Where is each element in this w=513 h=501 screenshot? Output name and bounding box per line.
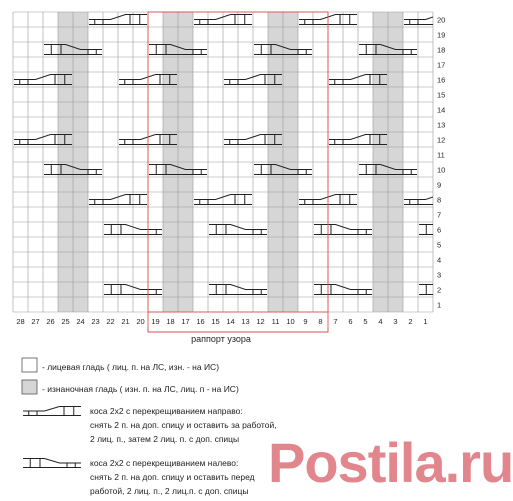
row-number: 11 xyxy=(437,150,445,160)
legend-cable-right-symbol xyxy=(23,407,81,416)
row-number: 1 xyxy=(437,300,442,310)
column-number: 1 xyxy=(423,317,428,326)
cable-symbol xyxy=(419,285,477,295)
legend-cable-left-line-3: работой, 2 лиц. п., 2 лиц.п. с доп. спицы xyxy=(90,486,249,496)
legend-cable-right-line-3: 2 лиц. п., затем 2 лиц. п. с доп. спицы xyxy=(90,434,240,444)
column-number: 5 xyxy=(363,317,368,326)
column-number: 9 xyxy=(303,317,308,326)
column-number: 4 xyxy=(378,317,383,326)
legend-purl-label: - изнаночная гладь ( изн. п. на ЛС, лиц. п - на ИС) xyxy=(42,384,239,394)
column-numbers xyxy=(16,317,427,326)
row-number: 10 xyxy=(437,165,446,175)
row-number: 19 xyxy=(437,30,446,40)
row-number: 17 xyxy=(437,60,446,70)
row-number: 8 xyxy=(437,195,442,205)
row-number: 3 xyxy=(437,270,442,280)
column-number: 6 xyxy=(348,317,353,326)
watermark: Postila.ru xyxy=(268,431,513,494)
row-number: 6 xyxy=(437,225,442,235)
row-number: 16 xyxy=(437,75,446,85)
column-number: 28 xyxy=(16,317,25,326)
row-number: 12 xyxy=(437,135,446,145)
legend-cable-left-line-1: коса 2х2 с перекрещиванием налево: xyxy=(90,458,239,468)
column-number: 11 xyxy=(271,317,280,326)
column-number: 14 xyxy=(226,317,235,326)
column-number: 13 xyxy=(241,317,250,326)
column-number: 25 xyxy=(61,317,70,326)
column-number: 19 xyxy=(151,317,160,326)
column-number: 18 xyxy=(166,317,175,326)
column-number: 15 xyxy=(211,317,220,326)
row-numbers xyxy=(437,16,445,310)
column-number: 7 xyxy=(333,317,338,326)
legend-knit-label: - лицевая гладь ( лиц. п. на ЛС, изн. - на ИС) xyxy=(42,362,220,372)
row-number: 5 xyxy=(437,240,442,250)
chart-grid xyxy=(13,12,433,312)
row-number: 20 xyxy=(437,15,446,25)
repeat-label: раппорт узора xyxy=(191,334,251,344)
column-number: 12 xyxy=(256,317,265,326)
legend-cable-right-line-2: снять 2 п. на доп. спицу и оставить за работой, xyxy=(90,420,277,430)
row-number: 15 xyxy=(437,90,446,100)
cable-symbol xyxy=(419,225,477,235)
legend-purl-swatch xyxy=(22,380,37,394)
column-number: 8 xyxy=(318,317,323,326)
row-number: 13 xyxy=(437,120,446,130)
row-number: 14 xyxy=(437,105,446,115)
column-number: 21 xyxy=(121,317,130,326)
column-number: 22 xyxy=(106,317,115,326)
row-number: 9 xyxy=(437,180,442,190)
column-number: 20 xyxy=(136,317,145,326)
legend-knit-swatch xyxy=(22,358,37,372)
repeat-bracket xyxy=(148,328,328,332)
column-number: 27 xyxy=(31,317,40,326)
row-number: 4 xyxy=(437,255,442,265)
column-number: 17 xyxy=(181,317,190,326)
legend-cable-right-line-1: коса 2х2 с перекрещиванием направо: xyxy=(90,406,243,416)
column-number: 24 xyxy=(76,317,85,326)
column-number: 3 xyxy=(393,317,398,326)
column-number: 16 xyxy=(196,317,205,326)
column-number: 26 xyxy=(46,317,55,326)
row-number: 7 xyxy=(437,210,442,220)
column-number: 2 xyxy=(408,317,413,326)
column-number: 23 xyxy=(91,317,100,326)
legend-cable-left-symbol xyxy=(23,459,81,468)
row-number: 18 xyxy=(437,45,446,55)
row-number: 2 xyxy=(437,285,442,295)
column-number: 10 xyxy=(286,317,295,326)
legend-cable-left-line-2: снять 2 п. на доп. спицу и оставить перед xyxy=(90,472,255,482)
